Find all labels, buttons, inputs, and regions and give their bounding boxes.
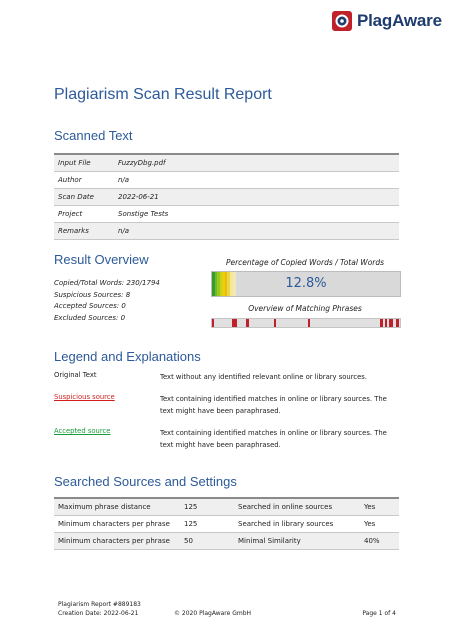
percentage-value: 12.8% <box>285 276 327 291</box>
legend-description: Text containing identified matches in online or library sources. The text might have been paraphrased. <box>160 429 387 449</box>
legend-description: Text containing identified matches in online or library sources. The text might have been paraphrased. <box>160 395 387 415</box>
page-footer <box>58 600 396 618</box>
field-value: n/a <box>114 172 399 189</box>
setting-label: Searched in online sources <box>234 498 360 516</box>
table-row <box>54 516 399 533</box>
field-value: n/a <box>114 223 399 240</box>
legend-original-text: Original Text <box>54 371 97 379</box>
footer-copyright: © 2020 PlagAware GmbH <box>174 610 252 617</box>
table-row <box>54 533 399 550</box>
field-label: Author <box>54 172 114 189</box>
scanned-text-heading: Scanned Text <box>54 128 133 143</box>
setting-label: Minimum characters per phrase <box>54 533 180 550</box>
setting-label: Minimum characters per phrase <box>54 516 180 533</box>
setting-value: 50 <box>180 533 234 550</box>
percentage-chart-title: Percentage of Copied Words / Total Words <box>225 258 385 267</box>
field-label: Project <box>54 206 114 223</box>
table-row <box>54 154 399 172</box>
list-item <box>54 371 399 383</box>
table-row <box>54 172 399 189</box>
field-label: Input File <box>54 154 114 172</box>
legend-heading: Legend and Explanations <box>54 349 201 364</box>
field-label: Remarks <box>54 223 114 240</box>
setting-value: 40% <box>360 533 399 550</box>
list-item <box>54 393 399 417</box>
report-title: Plagiarism Scan Result Report <box>54 86 272 103</box>
result-overview-heading: Result Overview <box>54 252 149 267</box>
plagaware-logo-icon <box>331 10 353 32</box>
legend-suspicious-source-link[interactable]: Suspicious source <box>54 393 115 401</box>
legend-accepted-source-link[interactable]: Accepted source <box>54 427 111 435</box>
accepted-sources-stat: Accepted Sources: 0 <box>54 302 126 310</box>
field-value: Sonstige Tests <box>114 206 399 223</box>
suspicious-sources-stat: Suspicious Sources: 8 <box>54 290 131 299</box>
copied-words-stat: Copied/Total Words: 230/1794 <box>54 279 160 287</box>
phrases-chart-title: Overview of Matching Phrases <box>248 304 362 313</box>
percentage-bar <box>211 271 401 297</box>
matching-phrases-bar <box>211 318 401 328</box>
footer-creation-date: Creation Date: 2022-06-21 <box>58 610 139 617</box>
field-value: 2022-06-21 <box>114 189 399 206</box>
settings-heading: Searched Sources and Settings <box>54 474 237 489</box>
setting-value: Yes <box>360 498 399 516</box>
excluded-sources-stat: Excluded Sources: 0 <box>54 313 126 322</box>
setting-label: Searched in library sources <box>234 516 360 533</box>
scanned-text-table <box>54 153 399 240</box>
brand-name: PlagAware <box>357 11 442 30</box>
table-row <box>54 223 399 240</box>
field-value: FuzzyDbg.pdf <box>114 154 399 172</box>
overview-stats <box>54 278 160 324</box>
field-label: Scan Date <box>54 189 114 206</box>
footer-page-number: Page 1 of 4 <box>362 610 396 617</box>
setting-label: Maximum phrase distance <box>54 498 180 516</box>
settings-table <box>54 497 399 550</box>
setting-value: 125 <box>180 516 234 533</box>
table-row <box>54 189 399 206</box>
footer-report-number: Plagiarism Report #889183 <box>58 601 141 608</box>
setting-value: Yes <box>360 516 399 533</box>
table-row <box>54 498 399 516</box>
legend-description: Text without any identified relevant online or library sources. <box>160 373 367 381</box>
setting-value: 125 <box>180 498 234 516</box>
table-row <box>54 206 399 223</box>
setting-label: Minimal Similarity <box>234 533 360 550</box>
legend-list <box>54 371 399 461</box>
plagaware-logo <box>331 10 442 32</box>
list-item <box>54 427 399 451</box>
